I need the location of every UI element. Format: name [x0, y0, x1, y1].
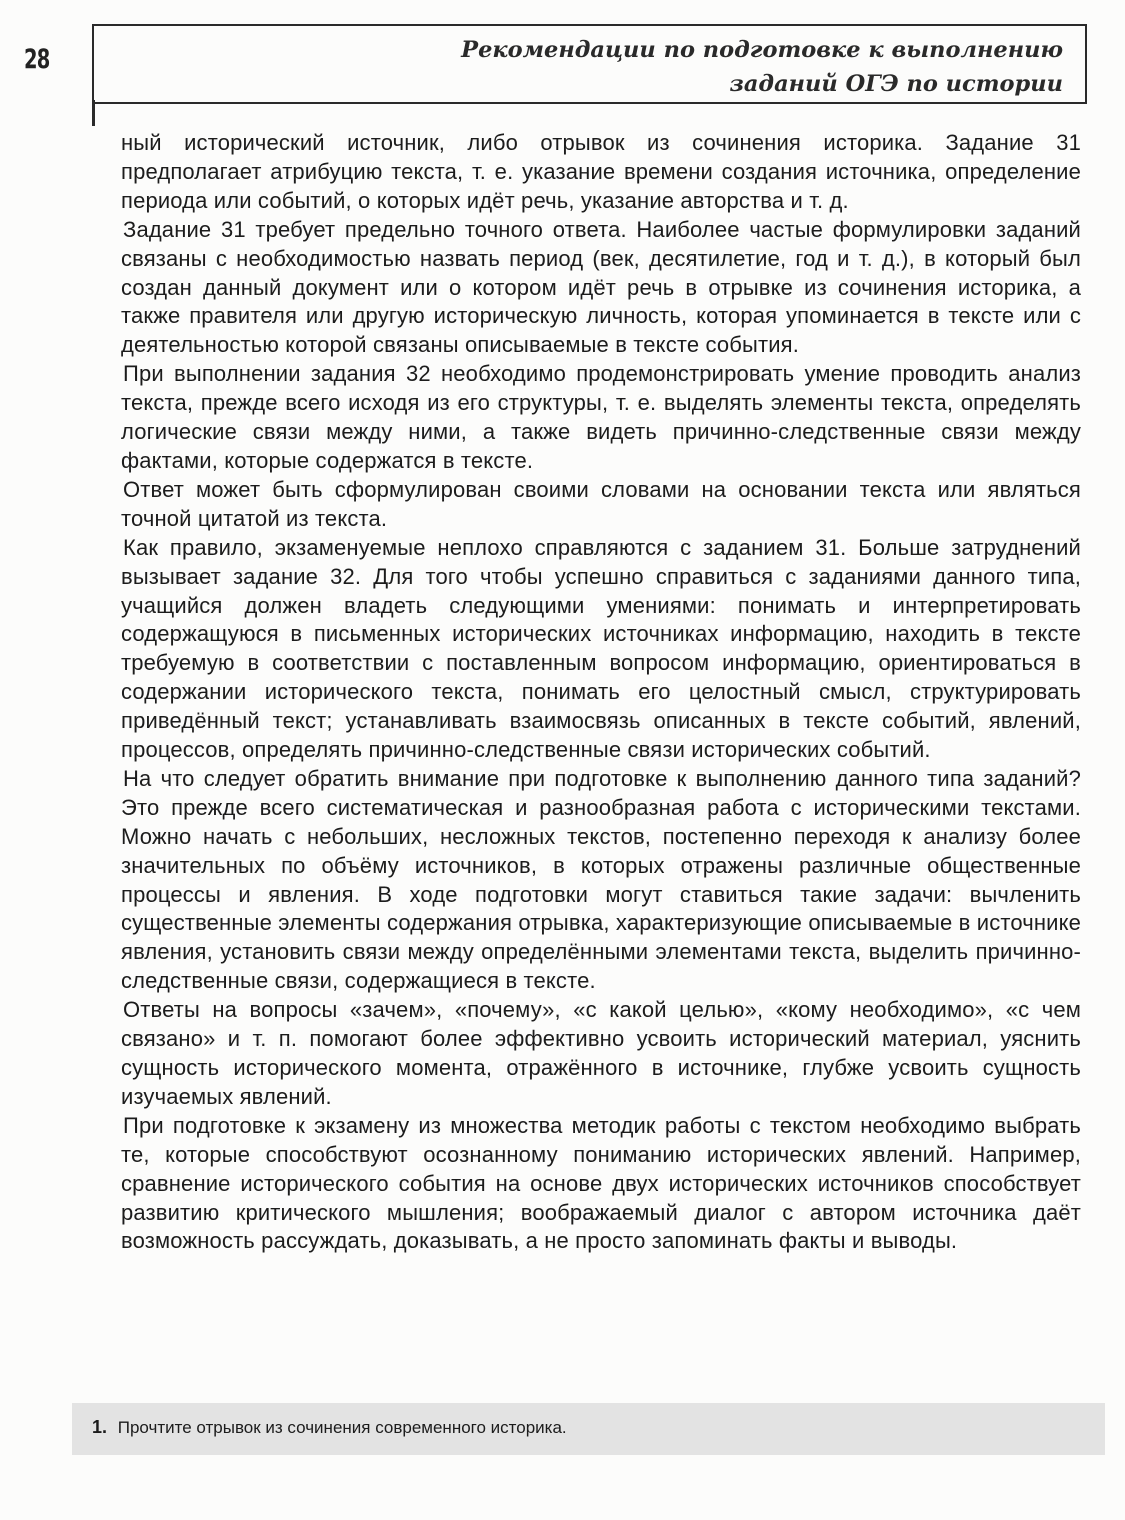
paragraph: При подготовке к экзамену из множества методик работы с текстом необходимо выбрать те, которые способствуют осознанному пониманию исторических явлений. Например, сравнение исторического события на основе двух исторических источников способствует развитию критического мышления; воображаемый диалог с автором источника даёт возможность рассуждать, доказывать, а не просто запоминать факты и выводы.	[121, 1112, 1081, 1254]
task-prompt	[92, 1415, 567, 1440]
running-header-title-line-1: Рекомендации по подготовке к выполнению	[461, 37, 1063, 63]
task-box	[72, 1403, 1105, 1455]
paragraph: Задание 31 требует предельно точного ответа. Наиболее частые формулировки заданий связаны с необходимостью назвать период (век, десятилетие, год и т. д.), в который был создан данный документ или о котором идёт речь в отрывке из сочинения историка, а также правителя или другую историческую личность, которая упоминается в тексте или с деятельностью которой связаны описываемые в тексте события.	[121, 216, 1081, 358]
page-number: 28	[24, 44, 50, 75]
paragraph: Ответ может быть сформулирован своими словами на основании текста или являться точной цитатой из текста.	[121, 476, 1081, 531]
paragraph: Ответы на вопросы «зачем», «почему», «с какой целью», «кому необходимо», «с чем связано» и т. п. помогают более эффективно усвоить исторический материал, уяснить сущность исторического момента, отражённого в источнике, глубже усвоить сущность изучаемых явлений.	[121, 997, 1081, 1109]
task-number: 1.	[92, 1417, 108, 1437]
running-header	[92, 24, 1087, 104]
paragraph: ный исторический источник, либо отрывок из сочинения историка. Задание 31 предполагает атрибуцию текста, т. е. указание времени создания источника, определение периода или событий, о которых идёт речь, указание авторства и т. д.	[121, 130, 1081, 213]
paragraph: При выполнении задания 32 необходимо продемонстрировать умение проводить анализ текста, прежде всего исходя из его структуры, т. е. выделять элементы текста, определять логические связи между ними, а также видеть причинно-следственные связи между фактами, которые содержатся в тексте.	[121, 361, 1081, 473]
running-header-title	[461, 33, 1063, 101]
body-text	[121, 129, 1081, 1256]
running-header-title-line-2: заданий ОГЭ по истории	[729, 71, 1063, 97]
paragraph: Как правило, экзаменуемые неплохо справляются с заданием 31. Больше затруднений вызывает задание 32. Для того чтобы успешно справиться с заданиями данного типа, учащийся должен владеть следующими умениями: понимать и интерпретировать содержащуюся в письменных исторических источниках информацию, находить в тексте требуемую в соответствии с поставленным вопросом информацию, ориентироваться в содержании исторического текста, понимать его целостный смысл, структурировать приведённый текст; устанавливать взаимосвязь описанных в тексте событий, явлений, процессов, определять причинно-следственные связи исторических событий.	[121, 534, 1081, 763]
header-rule	[92, 100, 95, 126]
paragraph: На что следует обратить внимание при подготовке к выполнению данного типа заданий? Это прежде всего систематическая и разнообразная работа с историческими текстами. Можно начать с небольших, несложных текстов, постепенно переходя к анализу более значительных по объёму источников, в которых отражены различные общественные процессы и явления. В ходе подготовки могут ставиться такие задачи: вычленить существенные элементы содержания отрывка, характеризующие описываемые в источнике явления, установить связи между определёнными элементами текста, выделить причинно-следственные связи, содержащиеся в тексте.	[121, 765, 1081, 994]
task-text: Прочтите отрывок из сочинения современного историка.	[117, 1418, 567, 1437]
